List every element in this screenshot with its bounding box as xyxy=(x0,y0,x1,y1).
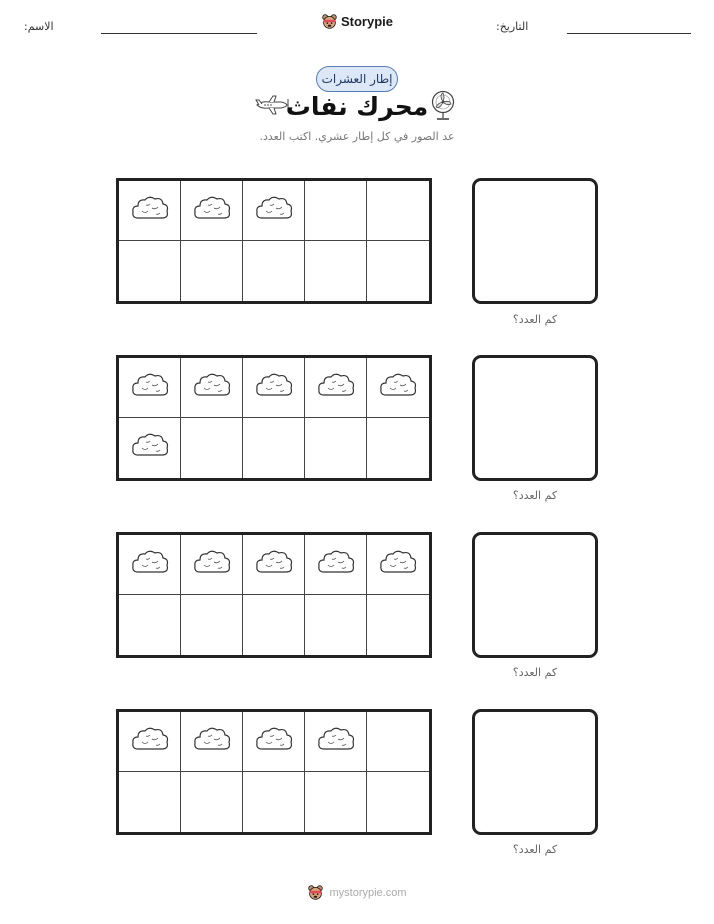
answer-label: كم العدد؟ xyxy=(512,666,558,679)
frame-cell xyxy=(243,772,305,832)
cloud-icon xyxy=(316,548,356,582)
frame-cell xyxy=(305,181,367,241)
frame-cell xyxy=(119,772,181,832)
frame-cell xyxy=(181,181,243,241)
cloud-icon xyxy=(130,431,170,465)
frame-cell xyxy=(119,535,181,595)
frame-cell xyxy=(181,535,243,595)
frame-cell xyxy=(305,712,367,772)
frame-cell xyxy=(119,418,181,478)
cloud-icon xyxy=(192,725,232,759)
cloud-icon xyxy=(254,548,294,582)
frame-cell xyxy=(181,772,243,832)
frame-cell xyxy=(119,358,181,418)
answer-label: كم العدد؟ xyxy=(512,489,558,502)
answer-box[interactable] xyxy=(472,178,598,304)
cloud-icon xyxy=(130,725,170,759)
frame-cell xyxy=(181,358,243,418)
cloud-icon xyxy=(316,371,356,405)
frame-cell xyxy=(243,181,305,241)
cloud-icon xyxy=(254,371,294,405)
frame-cell xyxy=(367,595,429,655)
cloud-icon xyxy=(130,194,170,228)
answer-box[interactable] xyxy=(472,709,598,835)
frame-cell xyxy=(181,595,243,655)
cloud-icon xyxy=(192,194,232,228)
frame-cell xyxy=(367,712,429,772)
brand-name: Storypie xyxy=(340,14,393,29)
frame-cell xyxy=(305,772,367,832)
fan-icon xyxy=(430,90,456,122)
frame-cell xyxy=(243,358,305,418)
frame-cell xyxy=(367,772,429,832)
frame-cell xyxy=(367,181,429,241)
frame-cell xyxy=(305,595,367,655)
frame-cell xyxy=(305,358,367,418)
cloud-icon xyxy=(378,548,418,582)
footer-url: mystorypie.com xyxy=(329,886,407,899)
answer-label: كم العدد؟ xyxy=(512,313,558,326)
name-label: الاسم: xyxy=(24,20,54,33)
ten-frame xyxy=(116,355,432,481)
name-line[interactable] xyxy=(101,33,257,34)
frame-cell xyxy=(243,712,305,772)
date-line[interactable] xyxy=(567,33,691,34)
ten-frame xyxy=(116,178,432,304)
brand-logo xyxy=(0,13,714,30)
ten-frame xyxy=(116,532,432,658)
date-label: التاريخ: xyxy=(496,20,529,33)
frame-cell xyxy=(367,358,429,418)
cloud-icon xyxy=(130,548,170,582)
cloud-icon xyxy=(192,371,232,405)
frame-cell xyxy=(119,595,181,655)
frame-cell xyxy=(243,595,305,655)
frame-cell xyxy=(367,418,429,478)
frame-cell xyxy=(367,535,429,595)
cloud-icon xyxy=(316,725,356,759)
answer-box[interactable] xyxy=(472,355,598,481)
frame-cell xyxy=(367,241,429,301)
page-title: محرك نفاث xyxy=(285,92,429,121)
frame-cell xyxy=(181,712,243,772)
cloud-icon xyxy=(254,194,294,228)
footer xyxy=(0,884,714,901)
frame-cell xyxy=(243,535,305,595)
frame-cell xyxy=(181,418,243,478)
instructions: عد الصور في كل إطار عشري. اكتب العدد. xyxy=(259,130,455,143)
frame-cell xyxy=(305,241,367,301)
frame-cell xyxy=(119,241,181,301)
cloud-icon xyxy=(378,371,418,405)
worksheet-tag: إطار العشرات xyxy=(316,66,398,92)
ten-frame xyxy=(116,709,432,835)
cloud-icon xyxy=(130,371,170,405)
frame-cell xyxy=(119,712,181,772)
cloud-icon xyxy=(254,725,294,759)
answer-box[interactable] xyxy=(472,532,598,658)
frame-cell xyxy=(119,181,181,241)
cloud-icon xyxy=(192,548,232,582)
frame-cell xyxy=(243,418,305,478)
answer-label: كم العدد؟ xyxy=(512,843,558,856)
frame-cell xyxy=(305,535,367,595)
bear-mascot-icon xyxy=(321,13,338,30)
frame-cell xyxy=(243,241,305,301)
bear-mascot-icon xyxy=(307,884,324,901)
frame-cell xyxy=(181,241,243,301)
frame-cell xyxy=(305,418,367,478)
